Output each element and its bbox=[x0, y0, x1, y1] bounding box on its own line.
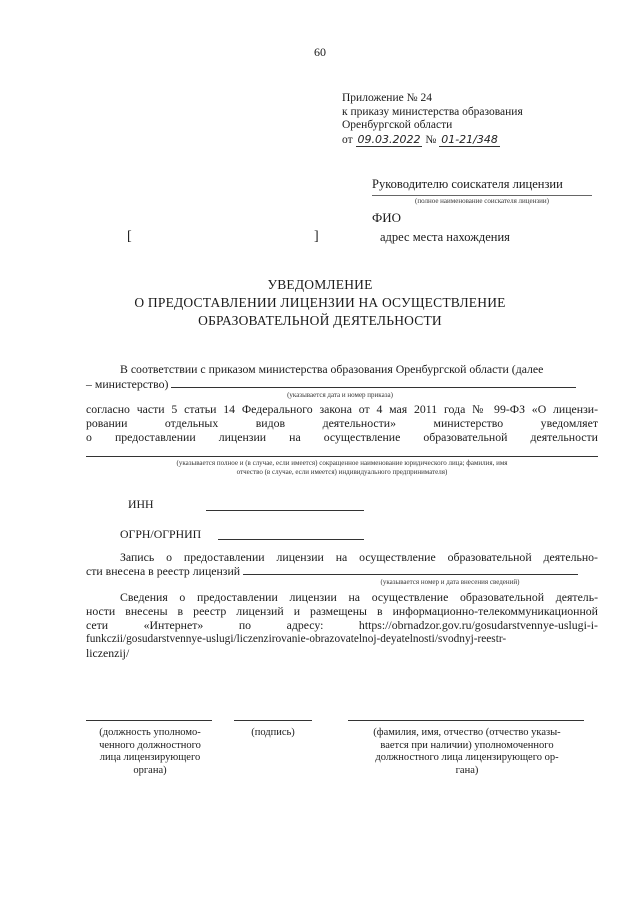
registry-entry-field bbox=[243, 564, 578, 575]
bracket-close: ] bbox=[314, 229, 319, 244]
recipient-head: Руководителю соискателя лицензии bbox=[372, 177, 563, 191]
number-prefix: № bbox=[425, 133, 437, 146]
p1-line-1: В соответствии с приказом министерства образования Оренбургской области (далее bbox=[120, 362, 544, 376]
order-number: 01-21/348 bbox=[441, 132, 498, 146]
appendix-header bbox=[342, 92, 622, 147]
position-caption: (должность уполномо- ченного должностного лица лицензирующего органа) bbox=[99, 727, 201, 776]
recipient-address: адрес места нахождения bbox=[380, 230, 510, 244]
document-title bbox=[0, 276, 640, 330]
p1-note: (указывается дата и номер приказа) bbox=[287, 391, 393, 399]
info-line-2: ности внесены в реестр лицензий и размещены в информационно-телекоммуникационной bbox=[86, 604, 598, 618]
recipient-block bbox=[372, 177, 602, 205]
page-number: 60 bbox=[314, 45, 326, 59]
info-line-4: funkczii/gosudarstvennye-uslugi/liczenzirovanie-obrazovatelnoj-deyatelnosti/svodnyj-reestr- bbox=[86, 633, 507, 645]
registry-line-1: Запись о предоставлении лицензии на осуществление образовательной деятельно- bbox=[120, 550, 598, 564]
info-line-1: Сведения о предоставлении лицензии на осуществление образовательной деятель- bbox=[120, 590, 598, 604]
bracket-open: [ bbox=[127, 229, 132, 244]
appendix-date-line bbox=[342, 133, 622, 148]
appendix-line-3: Оренбургской области bbox=[342, 119, 453, 131]
title-line-1: УВЕДОМЛЕНИЕ bbox=[267, 277, 373, 292]
title-line-2: О ПРЕДОСТАВЛЕНИИ ЛИЦЕНЗИИ НА ОСУЩЕСТВЛЕНИЕ bbox=[134, 295, 506, 310]
order-date: 09.03.2022 bbox=[357, 132, 421, 146]
from-prefix: от bbox=[342, 133, 353, 146]
recipient-head-note: (полное наименование соискателя лицензии) bbox=[372, 195, 592, 205]
organization-name-field bbox=[86, 456, 598, 457]
signature-line bbox=[234, 720, 312, 721]
name-caption: (фамилия, имя, отчество (отчество указы- вается при наличии) уполномоченного должностного лица лицензирующего ор- гана) bbox=[373, 727, 561, 776]
org-note-2: отчество (в случае, если имеется) индивидуального предпринимателя) bbox=[236, 468, 448, 476]
position-signature-line bbox=[86, 720, 212, 721]
registry-note: (указывается номер и дата внесения сведений) bbox=[380, 578, 520, 586]
title-line-3: ОБРАЗОВАТЕЛЬНОЙ ДЕЯТЕЛЬНОСТИ bbox=[198, 313, 442, 328]
info-line-3: сети «Интернет» по адресу: https://obrnadzor.gov.ru/gosudarstvennye-uslugi-i- bbox=[86, 618, 598, 632]
name-signature-line bbox=[348, 720, 584, 721]
appendix-line-1: Приложение № 24 bbox=[342, 92, 432, 104]
p1-line-2-prefix: – министерство) bbox=[86, 377, 169, 391]
recipient-fio: ФИО bbox=[372, 210, 402, 225]
info-line-5: liczenzij/ bbox=[86, 646, 130, 660]
appendix-line-2: к приказу министерства образования bbox=[342, 105, 523, 118]
order-reference-field bbox=[171, 377, 576, 388]
p1-line-2 bbox=[86, 377, 598, 392]
inn-label: ИНН bbox=[128, 497, 154, 511]
inn-field bbox=[206, 510, 364, 511]
p1-line-3: согласно части 5 статьи 14 Федерального закона от 4 мая 2011 года № 99-ФЗ «О лицензи- bbox=[86, 402, 598, 416]
signature-caption: (подпись) bbox=[251, 727, 295, 738]
ogrn-label: ОГРН/ОГРНИП bbox=[120, 527, 202, 541]
p1-line-5: о предоставлении лицензии на осуществление образовательной деятельности bbox=[86, 430, 598, 444]
registry-line-2-prefix: сти внесена в реестр лицензий bbox=[86, 564, 241, 578]
ogrn-field bbox=[218, 539, 364, 540]
p1-line-4: ровании отдельных видов деятельности» министерство уведомляет bbox=[86, 416, 598, 430]
org-note-1: (указывается полное и (в случае, если имеется) сокращенное наименование юридического лица; фамилия, имя bbox=[176, 459, 508, 467]
registry-line-2 bbox=[86, 564, 598, 579]
